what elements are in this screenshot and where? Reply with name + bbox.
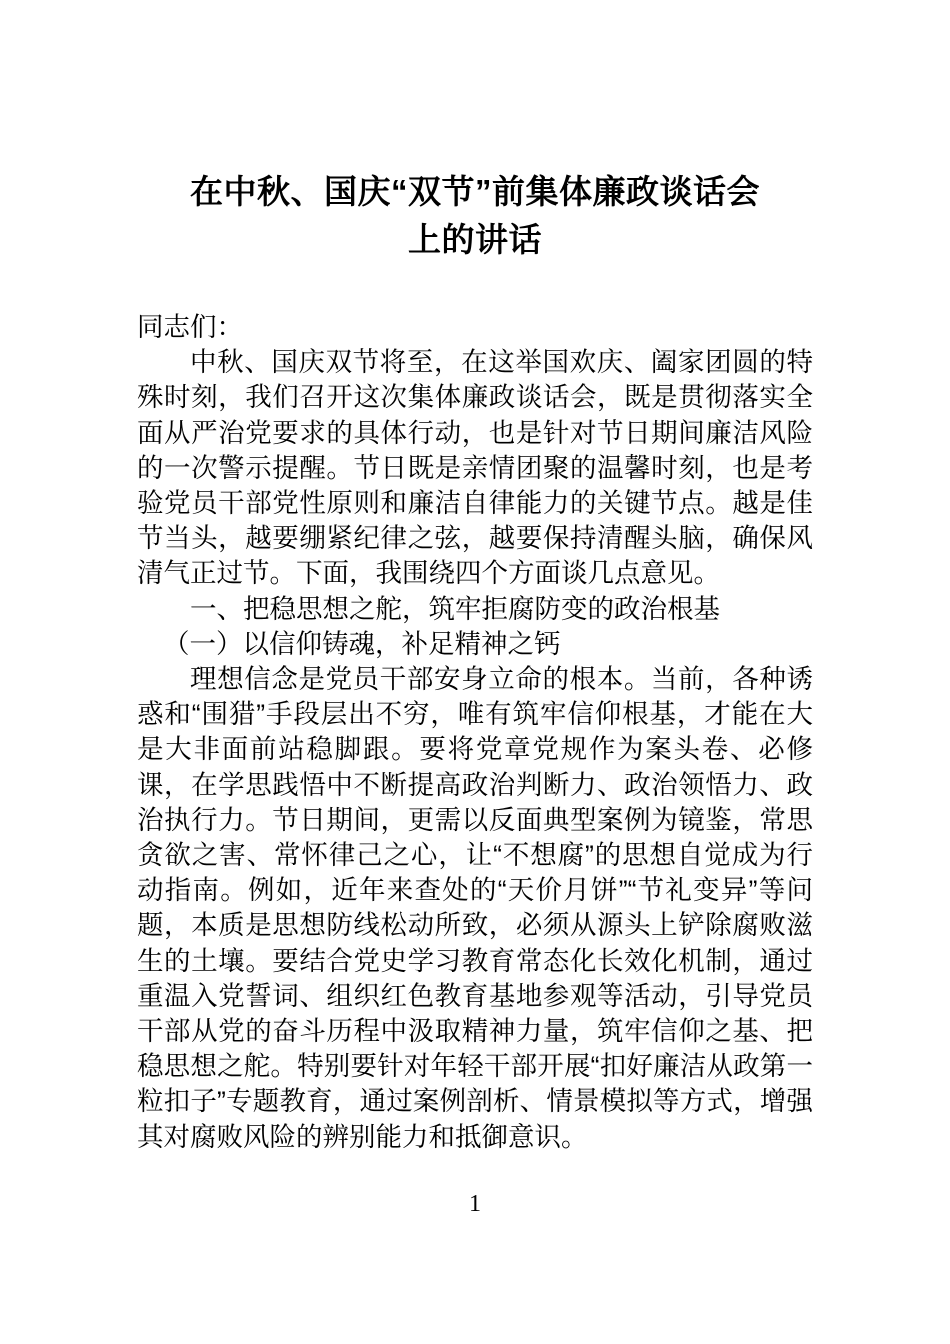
- document-body: [137, 264, 813, 1155]
- subsection-heading-one: （一）以信仰铸魂，补足精神之钙: [163, 628, 561, 659]
- paragraph-opening: 中秋、国庆双节将至，在这举国欢庆、阖家团圆的特殊时刻，我们召开这次集体廉政谈话会，既是贯彻落实全面从严治党要求的具体行动，也是针对节日期间廉洁风险的一次警示提醒。节日既是亲情团聚的温馨时刻，也是考验党员干部党性原则和廉洁自律能力的关键节点。越是佳节当头，越要绷紧纪律之弦，越要保持清醒头脑，确保风清气正过节。下面，我围绕四个方面谈几点意见。: [137, 347, 813, 589]
- page-number: 1: [469, 1191, 481, 1217]
- page-title-line-1: 在中秋、国庆“双节”前集体廉政谈话会: [190, 173, 760, 210]
- page-title-line-2: 上的讲话: [408, 221, 542, 258]
- section-heading-one: 一、把稳思想之舵，筑牢拒腐防变的政治根基: [190, 593, 720, 624]
- paragraph-section-body: 理想信念是党员干部安身立命的根本。当前，各种诱惑和“围猎”手段层出不穷，唯有筑牢信仰根基，才能在大是大非面前站稳脚跟。要将党章党规作为案头卷、必修课，在学思践悟中不断提高政治判断力、政治领悟力、政治执行力。节日期间，更需以反面典型案例为镜鉴，常思贪欲之害、常怀律己之心，让“不想腐”的思想自觉成为行动指南。例如，近年来查处的“天价月饼”“节礼变异”等问题，本质是思想防线松动所致，必须从源头上铲除腐败滋生的土壤。要结合党史学习教育常态化长效化机制，通过重温入党誓词、组织红色教育基地参观等活动，引导党员干部从党的奋斗历程中汲取精神力量，筑牢信仰之基、把稳思想之舵。特别要针对年轻干部开展“扣好廉洁从政第一粒扣子”专题教育，通过案例剖析、情景模拟等方式，增强其对腐败风险的辨别能力和抵御意识。: [137, 664, 813, 1152]
- page-title: [137, 0, 813, 264]
- document-content: [137, 0, 813, 1155]
- salutation: 同志们：: [137, 312, 243, 342]
